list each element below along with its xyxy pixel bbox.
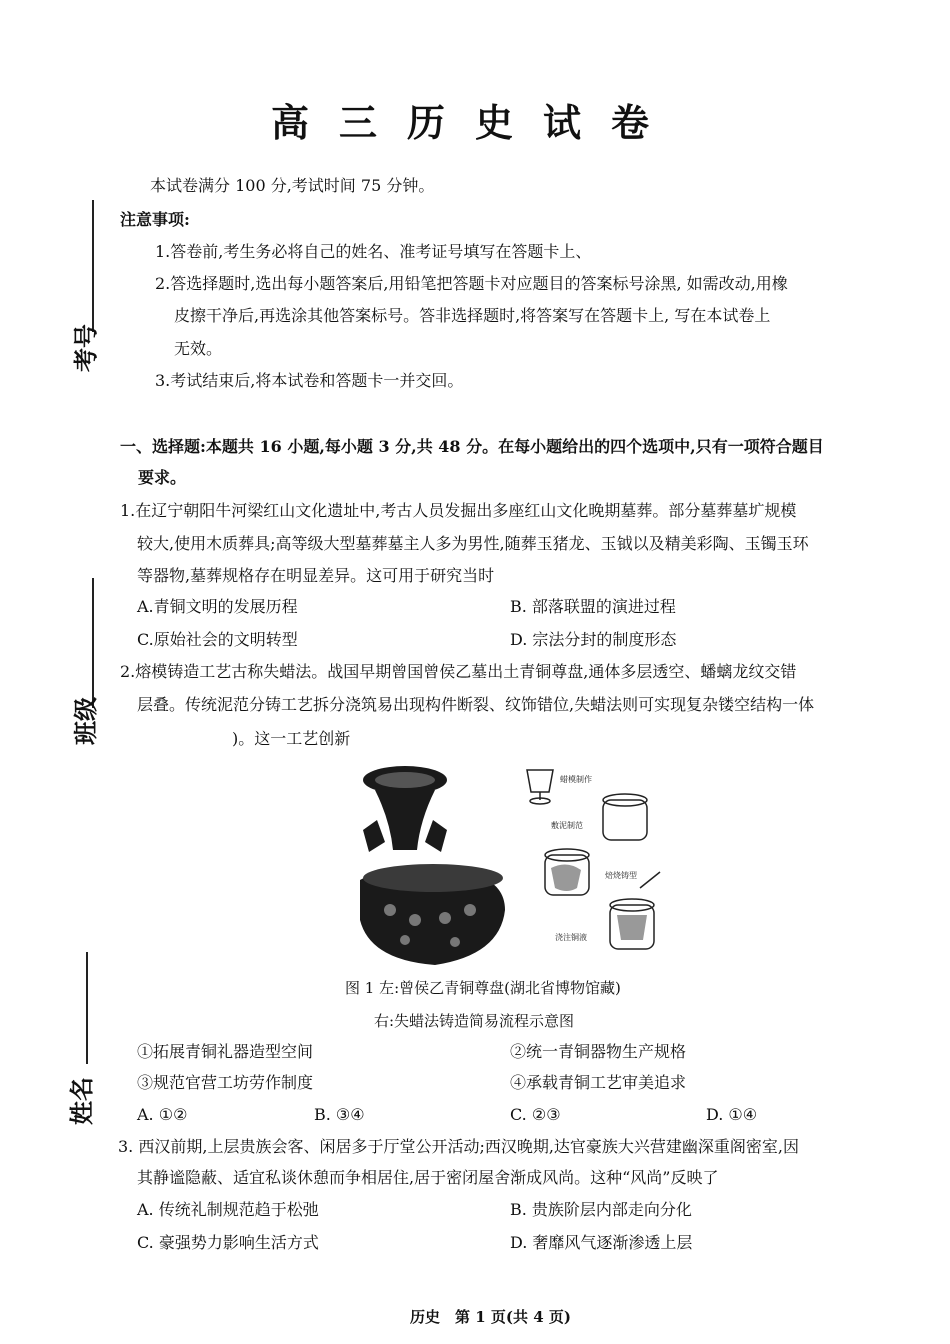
exam-no-label: 考号 (71, 324, 100, 372)
q1-line2: 较大,使用木质葬具;高等级大型墓葬墓主人多为男性,随葬玉猪龙、玉钺以及精美彩陶、玉镯玉环 (137, 534, 809, 553)
note-2-line2: 皮擦干净后,再选涂其他答案标号。答非选择题时,将答案写在答题卡上, 写在本试卷上 (174, 306, 771, 325)
q2-line2: 层叠。传统泥范分铸工艺拆分浇筑易出现构件断裂、纹饰错位,失蜡法则可实现复杂镂空结构一体 (137, 695, 815, 714)
figure-1 (355, 760, 675, 970)
q3-option-d: D. 奢靡风气逐渐渗透上层 (510, 1233, 693, 1252)
page-footer: 历史 第 1 页(共 4 页) (410, 1308, 571, 1326)
class-rule (92, 578, 94, 708)
q2-statement-4: ④承载青铜工艺审美追求 (510, 1073, 687, 1092)
figure-step-3: 焙烧铸型 (605, 871, 637, 880)
figure-step-4: 浇注铜液 (555, 933, 587, 942)
class-label: 班级 (71, 697, 100, 745)
q3-line2: 其静谧隐蔽、适宜私谈休憩而争相居住,居于密闭屋舍渐成风尚。这种“风尚”反映了 (137, 1168, 719, 1187)
q3-option-b: B. 贵族阶层内部走向分化 (510, 1200, 692, 1219)
q2-option-a: A. ①② (137, 1105, 188, 1124)
bronze-zun-pan-illustration (355, 760, 675, 970)
q2-option-d: D. ①④ (706, 1105, 758, 1124)
section1-heading-cont: 要求。 (138, 468, 187, 487)
q2-line1: 2.熔模铸造工艺古称失蜡法。战国早期曾国曾侯乙墓出土青铜尊盘,通体多层透空、蟠螭龙纹交错 (120, 662, 797, 681)
q1-option-d: D. 宗法分封的制度形态 (510, 630, 677, 649)
note-2-line3: 无效。 (174, 339, 223, 358)
q2-option-b: B. ③④ (314, 1105, 365, 1124)
exam-title: 高三历史试卷 (270, 100, 679, 145)
q2-statement-3: ③规范官营工坊劳作制度 (137, 1073, 314, 1092)
name-label: 姓名 (67, 1077, 96, 1125)
exam-no-rule (92, 200, 94, 332)
note-3: 3.考试结束后,将本试卷和答题卡一并交回。 (155, 371, 464, 390)
q1-option-a: A.青铜文明的发展历程 (137, 597, 298, 616)
figure-caption-2: 右:失蜡法铸造简易流程示意图 (374, 1012, 575, 1030)
q1-option-c: C.原始社会的文明转型 (137, 630, 298, 649)
q2-line3: )。这一工艺创新 (232, 729, 351, 748)
intro-text: 本试卷满分 100 分,考试时间 75 分钟。 (150, 176, 435, 195)
name-rule (86, 952, 88, 1064)
q2-statement-2: ②统一青铜器物生产规格 (510, 1042, 687, 1061)
q3-line1: 3. 西汉前期,上层贵族会客、闲居多于厅堂公开活动;西汉晚期,达官豪族大兴营建幽深重阁密室,因 (118, 1137, 800, 1156)
note-2-line1: 2.答选择题时,选出每小题答案后,用铅笔把答题卡对应题目的答案标号涂黑, 如需改动,用橡 (155, 274, 788, 293)
q3-option-a: A. 传统礼制规范趋于松弛 (137, 1200, 319, 1219)
q2-statement-1: ①拓展青铜礼器造型空间 (137, 1042, 314, 1061)
q1-line1: 1.在辽宁朝阳牛河梁红山文化遗址中,考古人员发掘出多座红山文化晚期墓葬。部分墓葬墓圹规模 (120, 501, 797, 520)
q2-option-c: C. ②③ (510, 1105, 561, 1124)
q1-line3: 等器物,墓葬规格存在明显差异。这可用于研究当时 (137, 566, 495, 585)
notes-heading: 注意事项: (120, 210, 190, 229)
section1-heading: 一、选择题:本题共 16 小题,每小题 3 分,共 48 分。在每小题给出的四个选项中,只有一项符合题目 (120, 437, 824, 456)
q1-option-b: B. 部落联盟的演进过程 (510, 597, 676, 616)
q3-option-c: C. 豪强势力影响生活方式 (137, 1233, 319, 1252)
figure-caption-1: 图 1 左:曾侯乙青铜尊盘(湖北省博物馆藏) (345, 979, 621, 997)
figure-step-1: 蜡模制作 (560, 775, 592, 784)
note-1: 1.答卷前,考生务必将自己的姓名、准考证号填写在答题卡上、 (155, 242, 592, 261)
figure-step-2: 敷泥制范 (551, 821, 583, 830)
